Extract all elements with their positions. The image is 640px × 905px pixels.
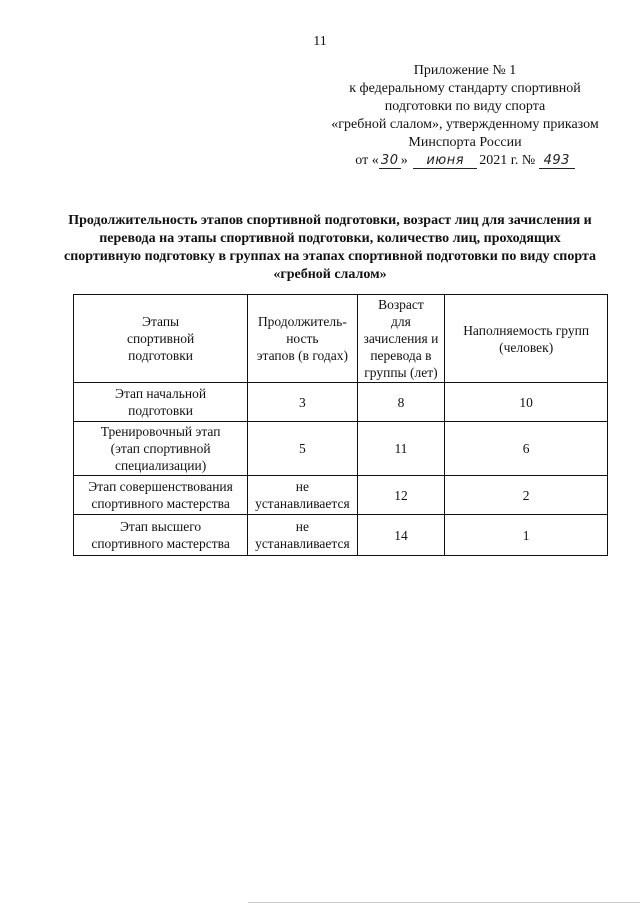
table-header-row bbox=[74, 295, 608, 383]
cell-group-size: 2 bbox=[445, 476, 608, 515]
date-year: 2021 г. № bbox=[479, 153, 536, 168]
order-date-line bbox=[300, 152, 630, 170]
cell-group-size: 10 bbox=[445, 383, 608, 422]
cell-age: 14 bbox=[357, 515, 445, 556]
scan-edge-divider bbox=[248, 902, 640, 903]
handwritten-month: июня bbox=[413, 154, 477, 169]
cell-age: 11 bbox=[357, 422, 445, 476]
table-row bbox=[74, 476, 608, 515]
appendix-title: Приложение № 1 bbox=[413, 63, 517, 78]
appendix-line-3: подготовки по виду спорта bbox=[384, 99, 546, 114]
appendix-line-5: Минспорта России bbox=[408, 135, 522, 150]
stages-table bbox=[73, 294, 608, 556]
table-row bbox=[74, 422, 608, 476]
handwritten-day: 30 bbox=[379, 154, 401, 169]
date-prefix: от « bbox=[355, 153, 379, 168]
date-mid: » bbox=[400, 153, 408, 168]
cell-stage: Тренировочный этап (этап спортивной специализации) bbox=[74, 422, 248, 476]
cell-stage: Этап совершенствования спортивного мастерства bbox=[74, 476, 248, 515]
cell-duration: не устанавливается bbox=[248, 515, 357, 556]
cell-duration: не устанавливается bbox=[248, 476, 357, 515]
handwritten-order-number: 493 bbox=[539, 154, 575, 169]
document-title: Продолжительность этапов спортивной подготовки, возраст лиц для зачисления и перевода на этапы спортивной подготовки, количество лиц, проходящих спортивную подготовку в группах на этапах спортивной подготовки по виду спорта «гребной слалом» bbox=[63, 213, 597, 282]
cell-duration: 3 bbox=[248, 383, 357, 422]
appendix-line-4: «гребной слалом», утвержденному приказом bbox=[331, 117, 599, 132]
header-duration: Продолжитель- ность этапов (в годах) bbox=[248, 295, 357, 383]
table-row bbox=[74, 383, 608, 422]
cell-age: 8 bbox=[357, 383, 445, 422]
header-group-size: Наполняемость групп (человек) bbox=[445, 295, 608, 383]
cell-stage: Этап высшего спортивного мастерства bbox=[74, 515, 248, 556]
cell-age: 12 bbox=[357, 476, 445, 515]
header-age: Возраст для зачисления и перевода в группы (лет) bbox=[357, 295, 445, 383]
header-stages: Этапы спортивной подготовки bbox=[74, 295, 248, 383]
cell-group-size: 1 bbox=[445, 515, 608, 556]
cell-stage: Этап начальной подготовки bbox=[74, 383, 248, 422]
table-row bbox=[74, 515, 608, 556]
cell-group-size: 6 bbox=[445, 422, 608, 476]
cell-duration: 5 bbox=[248, 422, 357, 476]
appendix-header bbox=[300, 62, 630, 170]
appendix-line-2: к федеральному стандарту спортивной bbox=[349, 81, 581, 96]
page-number: 11 bbox=[313, 34, 327, 49]
